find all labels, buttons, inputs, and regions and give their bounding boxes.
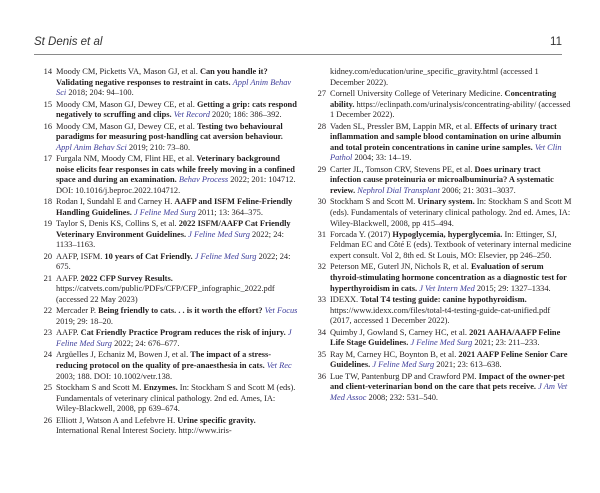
reference-number: 17 bbox=[43, 154, 52, 164]
reference-text: Rodan I, Sundahl E and Carney H. bbox=[56, 197, 175, 207]
reference-item bbox=[310, 197, 573, 229]
reference-text: 2015; 29: 1327–1334. bbox=[474, 283, 551, 293]
journal-name: Behav Process bbox=[178, 175, 229, 185]
reference-item bbox=[36, 219, 299, 251]
reference-text: 2019; 210: 73–80. bbox=[126, 142, 191, 152]
reference-number: 31 bbox=[317, 229, 326, 239]
reference-title: Impact of the owner-pet and client-veterinarian bond on the care that pets receive. bbox=[330, 371, 565, 392]
reference-text: https://www.idexx.com/files/total-t4-testing-guide-cat-unified.pdf (2017, accessed 1 December 2022). bbox=[330, 305, 551, 326]
reference-item bbox=[36, 154, 299, 196]
reference-title: 2021 AAHA/AAFP Feline Life Stage Guidelines. bbox=[330, 327, 561, 348]
reference-text: Argüelles J, Echaniz M, Bowen J, et al. bbox=[56, 350, 191, 360]
reference-text: Moody CM, Mason GJ, Dewey CE, et al. bbox=[56, 121, 197, 131]
reference-item bbox=[310, 230, 573, 262]
reference-title: 2021 AAFP Feline Senior Care Guidelines. bbox=[330, 349, 568, 370]
reference-title: AAFP and ISFM Feline-Friendly Handling Guidelines. bbox=[56, 197, 293, 217]
reference-title: Can you handle it? Validating negative responses to restraint in cats. bbox=[56, 67, 268, 87]
reference-title: 10 years of Cat Friendly. bbox=[104, 251, 193, 261]
reference-text: https://eclinpath.com/urinalysis/concentrating-ability/ (accessed 1 December 2022). bbox=[330, 99, 571, 120]
reference-text: 2022; 24: 676–677. bbox=[111, 339, 180, 349]
reference-text: Moody CM, Mason GJ, Dewey CE, et al. bbox=[56, 99, 197, 109]
reference-text: In: Stockham S and Scott M (eds). Fundamentals of veterinary clinical pathology. 2nd ed. Ames, IA: Wiley-Blackwell, 2008, pp 415–494. bbox=[330, 197, 572, 228]
reference-title: Getting a grip: cats respond negatively to scruffing and clips. bbox=[56, 99, 297, 120]
reference-text: kidney.com/education/urine_specific_gravity.html (accessed 1 December 2022). bbox=[330, 67, 539, 87]
journal-name: Vet Clin Pathol bbox=[330, 142, 562, 163]
reference-text: 2021; 23: 613–638. bbox=[434, 360, 502, 370]
reference-number: 36 bbox=[317, 371, 326, 381]
reference-number: 34 bbox=[317, 327, 326, 337]
reference-title: 2022 ISFM/AAFP Cat Friendly Veterinary Environment Guidelines. bbox=[56, 219, 291, 239]
reference-title: Testing two behavioural paradigms for measuring post-handling cat aversion behaviour. bbox=[56, 121, 283, 142]
journal-name: J Am Vet Med Assoc bbox=[330, 382, 568, 402]
reference-text: Elliott J, Watson A and Lefebvre H. bbox=[56, 415, 178, 425]
reference-text: https://catvets.com/public/PDFs/CFP/CFP_infographic_2022.pdf (accessed 22 May 2023) bbox=[56, 284, 275, 305]
reference-number: 32 bbox=[317, 262, 326, 272]
reference-text: International Renal Interest Society. http://www.iris- bbox=[56, 426, 232, 436]
journal-name: J Vet Intern Med bbox=[419, 283, 475, 293]
reference-item bbox=[310, 165, 573, 197]
reference-text: AAFP. bbox=[56, 273, 81, 283]
reference-title: The impact of a stress-reducing protocol on the quality of pre-anaesthesia in cats. bbox=[56, 350, 272, 370]
reference-item bbox=[36, 274, 299, 306]
reference-text: Stockham S and Scott M. bbox=[56, 382, 144, 392]
reference-item bbox=[310, 350, 573, 371]
reference-title: Effects of urinary tract inflammation and sample blood contamination on urine albumin and total protein concentrations in canine urine samples. bbox=[330, 121, 562, 152]
reference-title: Hypoglycemia, hyperglycemia. bbox=[392, 229, 503, 239]
reference-item bbox=[310, 122, 573, 164]
reference-title: Evaluation of serum thyroid-stimulating hormone concentration as a diagnostic test for hyperthyroidism in cats. bbox=[330, 262, 567, 293]
journal-name: J Feline Med Surg bbox=[133, 207, 196, 217]
reference-item bbox=[36, 328, 299, 349]
reference-text: 2019; 29: 18–20. bbox=[56, 317, 113, 327]
reference-item bbox=[36, 67, 299, 99]
reference-text: Moody CM, Picketts VA, Mason GJ, et al. bbox=[56, 67, 200, 76]
reference-text: 2008; 232: 531–540. bbox=[366, 392, 439, 402]
reference-item bbox=[36, 252, 299, 273]
reference-number: 27 bbox=[317, 88, 326, 98]
reference-number: 14 bbox=[43, 67, 52, 76]
journal-name: Appl Anim Behav Sci bbox=[56, 142, 127, 152]
reference-text: Furgala NM, Moody CM, Flint HE, et al. bbox=[56, 154, 197, 164]
reference-number: 35 bbox=[317, 349, 326, 359]
reference-number: 22 bbox=[43, 306, 52, 316]
reference-column-right bbox=[310, 67, 573, 404]
reference-text: Taylor S, Denis KS, Collins S, et al. bbox=[56, 219, 179, 229]
reference-item bbox=[36, 416, 299, 437]
reference-title: Urinary system. bbox=[417, 197, 475, 207]
reference-item bbox=[310, 89, 573, 121]
reference-text: Forcada Y. (2017) bbox=[330, 229, 393, 239]
reference-number: 30 bbox=[317, 197, 326, 207]
reference-text: 2004; 33: 14–19. bbox=[352, 153, 412, 163]
reference-title: Being friendly to cats. . . is it worth the effort? bbox=[98, 306, 263, 316]
reference-text: Stockham S and Scott M. bbox=[330, 197, 418, 207]
reference-item bbox=[310, 295, 573, 327]
running-header-authors: St Denis et al bbox=[34, 36, 103, 48]
reference-number: 33 bbox=[317, 295, 326, 305]
reference-item bbox=[36, 350, 299, 382]
reference-item bbox=[36, 197, 299, 218]
journal-name: J Feline Med Surg bbox=[188, 229, 250, 239]
reference-text: Ray M, Carney HC, Boynton B, et al. bbox=[330, 349, 459, 359]
reference-number: 26 bbox=[43, 415, 52, 425]
reference-text: Lue TW, Pantenburg DP and Crawford PM. bbox=[330, 371, 479, 381]
reference-number: 25 bbox=[43, 382, 52, 392]
reference-number: 29 bbox=[317, 164, 326, 174]
reference-text: 2020; 186: 386–392. bbox=[209, 110, 282, 120]
reference-text: Quimby J, Gowland S, Carney HC, et al. bbox=[330, 327, 470, 337]
reference-title: Cat Friendly Practice Program reduces the risk of injury. bbox=[80, 328, 286, 338]
reference-text: 2022; 24: 675. bbox=[56, 251, 291, 272]
reference-item bbox=[36, 122, 299, 154]
reference-item bbox=[310, 372, 573, 404]
reference-number: 18 bbox=[43, 197, 52, 207]
reference-title: Total T4 testing guide: canine hypothyroidism. bbox=[360, 295, 527, 305]
reference-text: In: Ettinger, SJ, Feldman EC and Côté E (eds). Textbook of veterinary internal medicine expert consult. Vol 2, 8th ed. St Louis, MO: Elsevier, pp 246–250. bbox=[330, 229, 572, 261]
reference-text: Peterson ME, Guterl JN, Nichols R, et al. bbox=[330, 262, 471, 272]
reference-text: 2021; 23: 211–233. bbox=[472, 338, 540, 348]
reference-text: Vaden SL, Pressler BM, Lappin MR, et al. bbox=[330, 121, 475, 131]
reference-item bbox=[310, 328, 573, 349]
reference-text: 2006; 21: 3031–3037. bbox=[439, 185, 516, 195]
journal-name: Vet Rec bbox=[266, 361, 292, 370]
reference-item bbox=[36, 306, 299, 327]
reference-column-left bbox=[36, 67, 299, 438]
reference-number: 20 bbox=[43, 251, 52, 261]
journal-name: J Feline Med Surg bbox=[194, 251, 257, 261]
reference-text: 2011; 13: 364–375. bbox=[195, 207, 263, 217]
journal-name: Vet Focus bbox=[264, 306, 298, 316]
reference-title: Enzymes. bbox=[143, 382, 178, 392]
reference-item bbox=[310, 262, 573, 294]
reference-text: 2022; 24: 1133–1163. bbox=[56, 229, 284, 250]
reference-number: 16 bbox=[43, 121, 52, 131]
reference-text: AAFP, ISFM. bbox=[56, 251, 105, 261]
journal-name: J Feline Med Surg bbox=[410, 338, 473, 348]
reference-title: Urine specific gravity. bbox=[177, 415, 256, 425]
reference-text: AAFP. bbox=[56, 328, 81, 338]
running-header bbox=[34, 36, 562, 48]
reference-text: 2003; 188. DOI: 10.1002/vetr.138. bbox=[56, 371, 173, 381]
header-rule bbox=[34, 54, 562, 55]
reference-item bbox=[36, 100, 299, 121]
journal-name: Appl Anim Behav Sci bbox=[56, 77, 292, 98]
reference-number: 24 bbox=[43, 350, 52, 360]
reference-item bbox=[36, 383, 299, 415]
reference-number: 23 bbox=[43, 328, 52, 338]
reference-title: Concentrating ability. bbox=[330, 88, 557, 109]
reference-number: 19 bbox=[43, 219, 52, 229]
reference-text: Cornell University College of Veterinary Medicine. bbox=[330, 88, 505, 98]
reference-text: IDEXX. bbox=[330, 295, 361, 305]
reference-text: Mercader P. bbox=[56, 306, 99, 316]
journal-name: Vet Record bbox=[173, 110, 210, 120]
reference-number: 28 bbox=[317, 121, 326, 131]
journal-name: J Feline Med Surg bbox=[56, 328, 292, 349]
reference-text: In: Stockham S and Scott M (eds). Fundamentals of veterinary clinical pathology. 2nd ed. Ames, IA: Wiley-Blackwell, 2008, pp 639–674. bbox=[56, 382, 296, 414]
journal-name: Nephrol Dial Transplant bbox=[357, 185, 440, 195]
reference-text: Carter JL, Tomson CRV, Stevens PE, et al. bbox=[330, 164, 475, 174]
reference-title: Veterinary background noise elicits fear responses in cats while freely moving in a confined space and during an examination. bbox=[56, 154, 295, 185]
reference-text: 2022; 201: 104712. DOI: 10.1016/j.beproc.2022.104712. bbox=[56, 175, 296, 195]
reference-number: 15 bbox=[43, 99, 52, 109]
reference-number: 21 bbox=[43, 273, 52, 283]
reference-text: 2018; 204: 94–100. bbox=[66, 88, 134, 98]
page-number: 11 bbox=[550, 36, 562, 48]
journal-name: J Feline Med Surg bbox=[372, 360, 435, 370]
reference-title: 2022 CFP Survey Results. bbox=[80, 273, 173, 283]
reference-title: Does urinary tract infection cause proteinuria or microalbuminuria? A systematic review. bbox=[330, 164, 554, 195]
reference-item bbox=[310, 67, 573, 88]
